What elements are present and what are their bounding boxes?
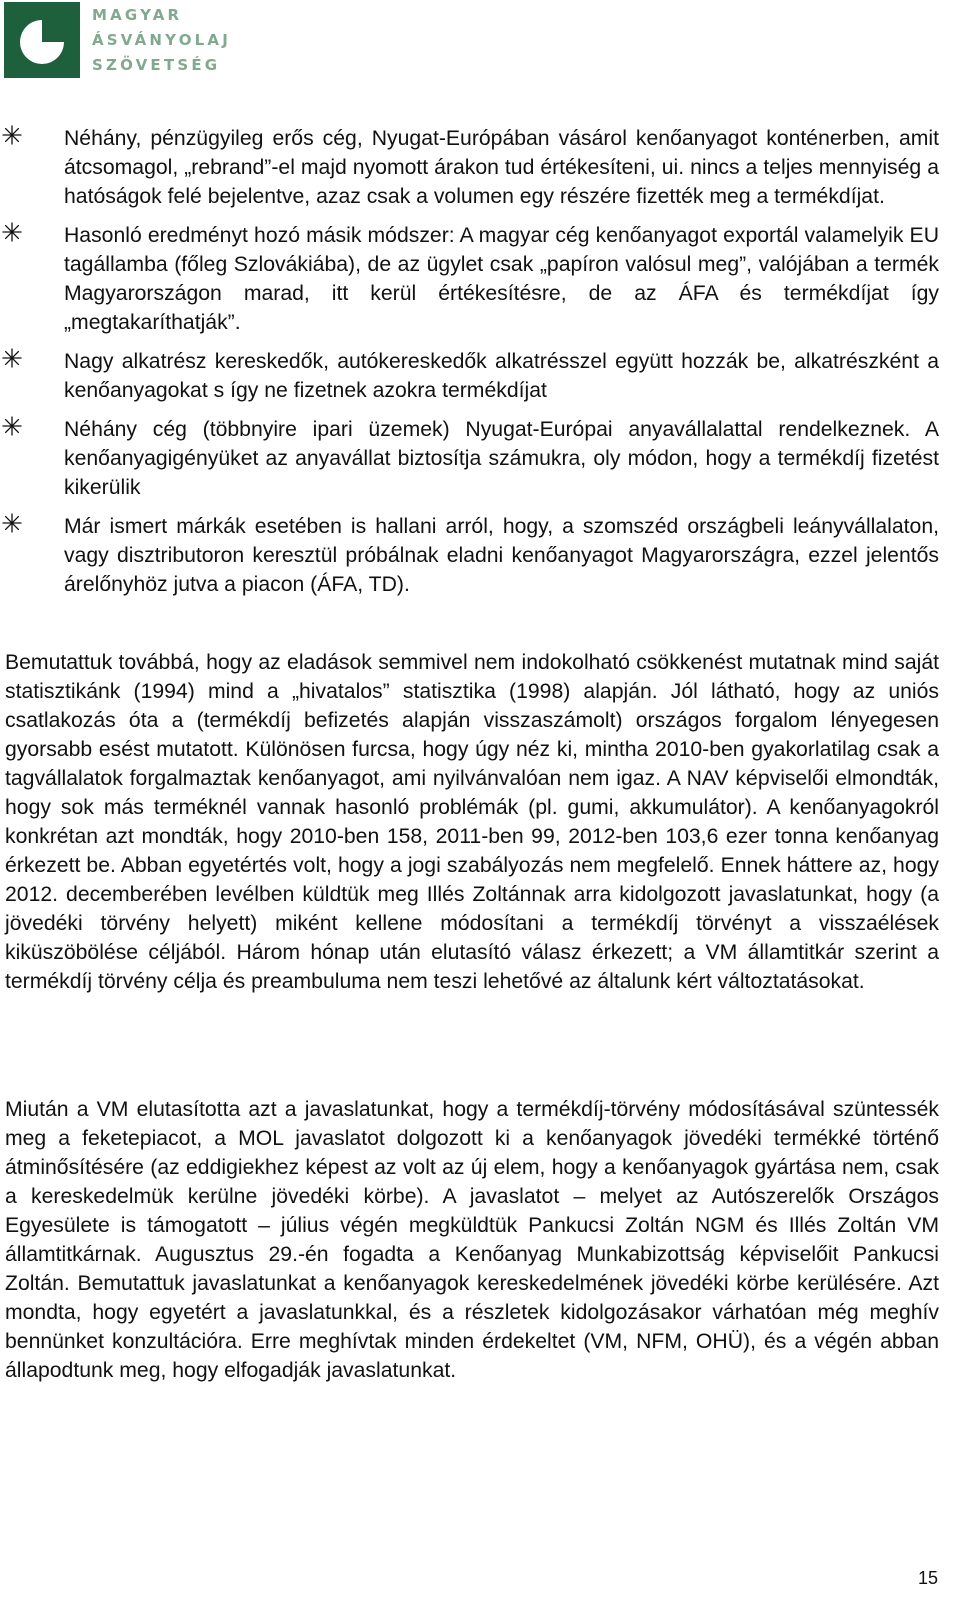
page-number: 15: [917, 1568, 938, 1588]
bullet-item: [0, 347, 960, 405]
asterisk-bullet-icon: [2, 125, 22, 145]
asterisk-bullet-icon: [2, 348, 22, 368]
bullet-text: Néhány cég (többnyire ipari üzemek) Nyugat-Európai anyavállalattal rendelkeznek. A kenőanyagigényüket az anyavállat biztosítja számukra, oly módon, hogy a termékdíj fizetést kikerülik: [64, 418, 939, 499]
bullet-item: [0, 512, 960, 599]
body-paragraph-2: Miután a VM elutasította azt a javaslatunkat, hogy a termékdíj-törvény módosításával szüntessék meg a feketepiacot, a MOL javaslatot dolgozott ki a kenőanyagok jövedéki termékké történő átminősítésére (az eddigiekhez képest az volt az új elem, hogy a kenőanyagok gyártása nem, csak a kereskedelmük kerülne jövedéki körbe). A javaslatot – melyet az Autószerelők Országos Egyesülete is támogatott – július végén megküldtük Pankucsi Zoltán NGM és Illés Zoltán VM államtitkárnak. Augusztus 29.-én fogadta a Kenőanyag Munkabizottság képviselőit Pankucsi Zoltán. Bemutattuk javaslatunkat a kenőanyagok kereskedelmének jövedéki körbe kerülésére. Azt mondta, hogy egyetért a javaslatunkkal, és a részletek kidolgozásakor várhatóan még meghív bennünket konzultációra. Erre meghívtak minden érdekeltet (VM, NFM, OHÜ), és a végén abban állapodtunk meg, hogy elfogadják javaslatunkat.: [5, 1098, 939, 1382]
logo-line-2: ÁSVÁNYOLAJ: [92, 31, 231, 49]
logo-mark-icon: [4, 2, 80, 78]
bullet-item: [0, 221, 960, 337]
logo-text: [92, 3, 231, 78]
logo-line-3: SZÖVETSÉG: [92, 56, 221, 74]
bullet-item: [0, 124, 960, 211]
asterisk-bullet-icon: [2, 222, 22, 242]
bullet-item: [0, 415, 960, 502]
bullet-text: Néhány, pénzügyileg erős cég, Nyugat-Európában vásárol kenőanyagot konténerben, amit átcsomagol, „rebrand”-el majd nyomott árakon tud értékesíteni, ui. nincs a teljes mennyiség a hatóságok felé bejelentve, azaz csak a volumen egy részére fizették meg a termékdíjat.: [64, 127, 939, 208]
bullet-list: [0, 124, 960, 609]
body-paragraph-1: Bemutattuk továbbá, hogy az eladások semmivel nem indokolható csökkenést mutatnak mind saját statisztikánk (1994) mind a „hivatalos” statisztika (1998) alapján. Jól látható, hogy az uniós csatlakozás óta a (termékdíj befizetés alapján visszaszámolt) országos forgalom lényegesen gyorsabb esést mutatott. Különösen furcsa, hogy úgy néz ki, mintha 2010-ben gyakorlatilag csak a tagvállalatok forgalmaztak kenőanyagot, ami nyilvánvalóan nem igaz. A NAV képviselői elmondták, hogy sok más terméknél vannak hasonló problémák (pl. gumi, akkumulátor). A kenőanyagokról konkrétan azt mondták, hogy 2010-ben 158, 2011-ben 99, 2012-ben 103,6 ezer tonna kenőanyag érkezett be. Abban egyetértés volt, hogy a jogi szabályozás nem megfelelő. Ennek háttere az, hogy 2012. decemberében levélben küldtük meg Illés Zoltánnak arra kidolgozott javaslatunkat, hogy (a jövedéki törvény helyett) miként kellene módosítani a termékdíj törvényt a visszaélések kiküszöbölése céljából. Három hónap után elutasító válasz érkezett; a VM államtitkár szerint a termékdíj törvény célja és preambuluma nem teszi lehetővé az általunk kért változtatásokat.: [5, 651, 939, 993]
bullet-text: Hasonló eredményt hozó másik módszer: A magyar cég kenőanyagot exportál valamelyik EU tagállamba (főleg Szlovákiába), de az ügylet csak „papíron valósul meg”, valójában a termék Magyarországon marad, itt kerül értékesítésre, de az ÁFA és termékdíjat így „megtakaríthatják”.: [64, 224, 939, 334]
bullet-text: Nagy alkatrész kereskedők, autókereskedők alkatrésszel együtt hozzák be, alkatrészként a kenőanyagokat s így ne fizetnek azokra termékdíjat: [64, 350, 939, 402]
organization-logo: [4, 2, 264, 82]
logo-line-1: MAGYAR: [92, 6, 183, 24]
asterisk-bullet-icon: [2, 416, 22, 436]
logo-circle-icon: [4, 2, 80, 78]
asterisk-bullet-icon: [2, 513, 22, 533]
bullet-text: Már ismert márkák esetében is hallani arról, hogy, a szomszéd országbeli leányvállalaton, vagy disztributoron keresztül próbálnak eladni kenőanyagot Magyarországra, ezzel jelentős árelőnyhöz jutva a piacon (ÁFA, TD).: [64, 515, 939, 596]
